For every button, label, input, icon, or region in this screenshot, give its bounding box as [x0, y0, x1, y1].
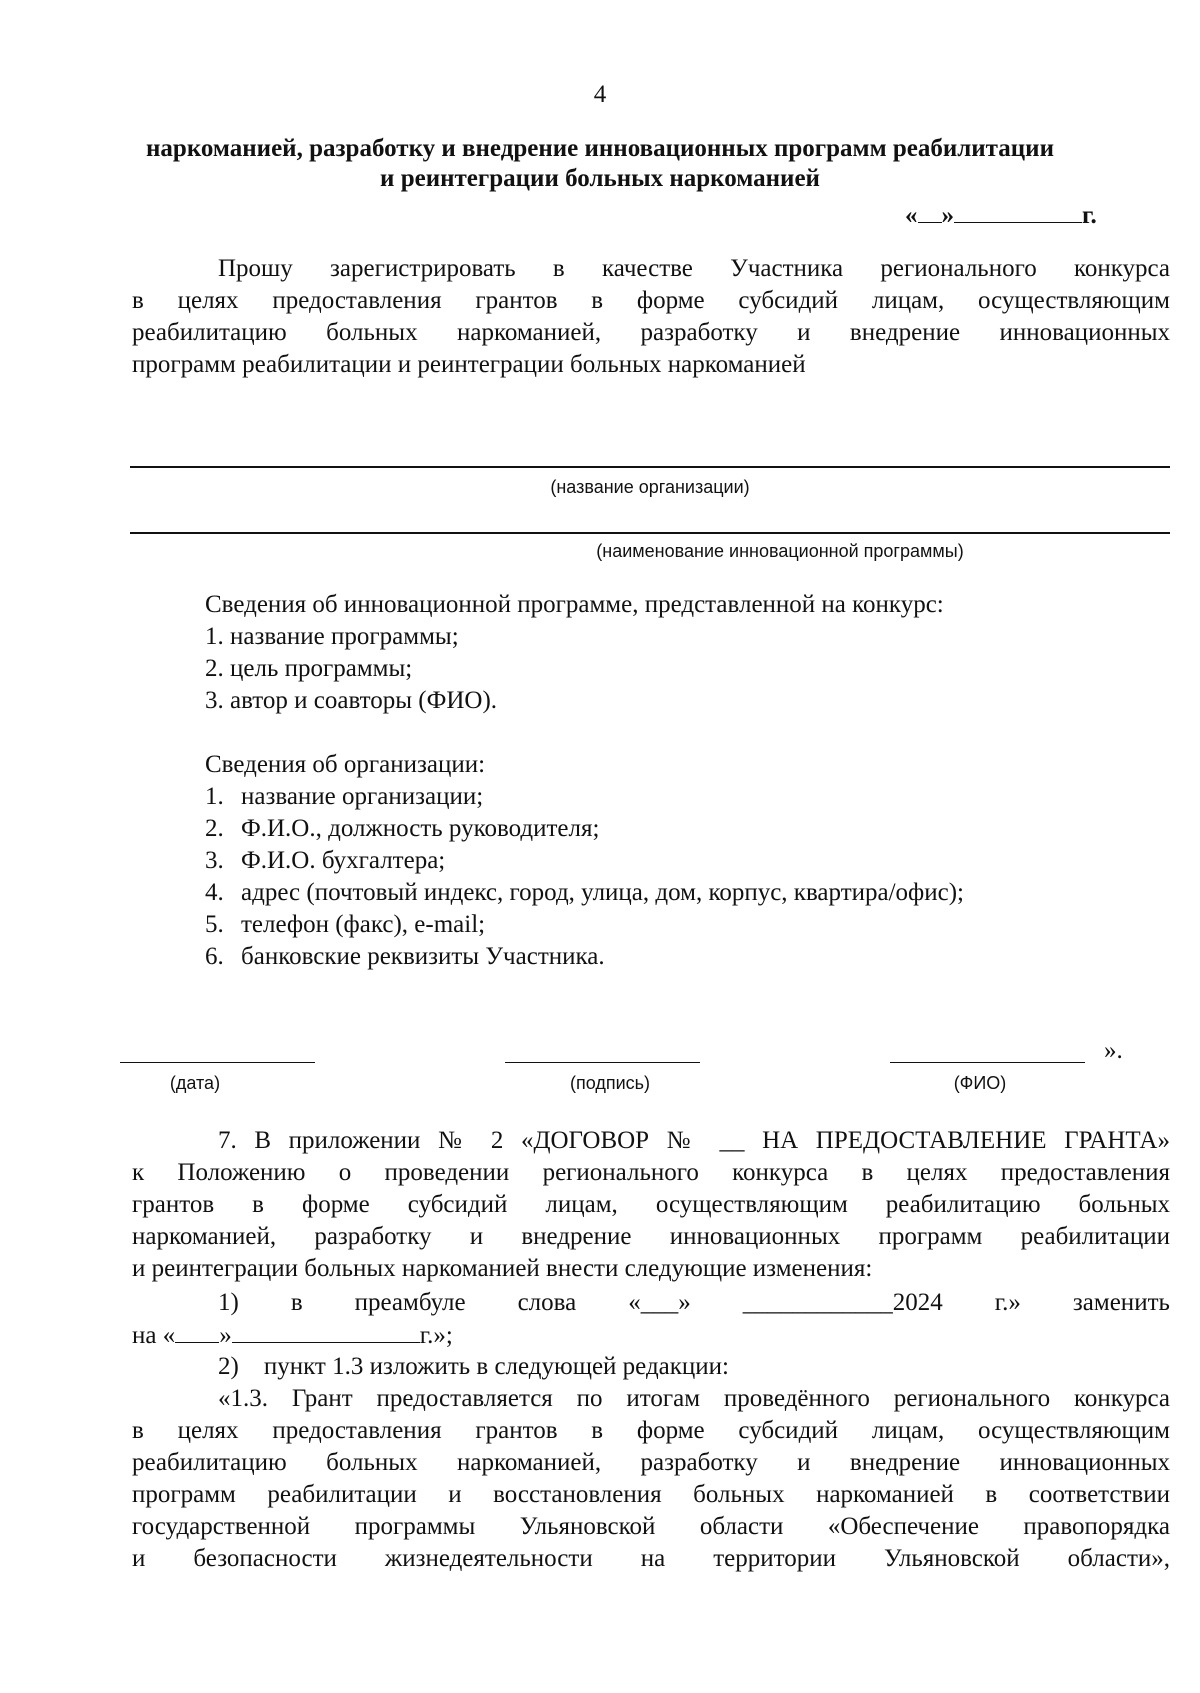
program-name-line [130, 532, 1170, 534]
day-blank [175, 1320, 219, 1343]
item1-word: преамбуле [354, 1289, 466, 1316]
org-item-number: 1. [205, 783, 224, 810]
item1-cont-mid: » [219, 1322, 232, 1349]
request-line-2: в целях предоставления грантов в форме субсидий лицам, осуществляющим [132, 287, 1170, 314]
item1-cont-suffix: г.»; [419, 1322, 453, 1349]
org-item-number: 6. [205, 943, 224, 970]
section7-line-1: 7. В приложении № 2 «ДОГОВОР № __ НА ПРЕДОСТАВЛЕНИЕ ГРАНТА» [218, 1127, 1170, 1154]
fio-signature-line [890, 1062, 1085, 1063]
date-close-quote: » [941, 202, 954, 229]
section7-item-1 [218, 1288, 1170, 1318]
signature-line [505, 1062, 700, 1063]
item1-cont-prefix: на « [132, 1322, 176, 1349]
signature-end-quote: ». [1104, 1037, 1123, 1064]
heading-date-field [905, 200, 1097, 231]
date-open-quote: « [905, 202, 918, 229]
section7-line-5: и реинтеграции больных наркоманией внести следующие изменения: [132, 1255, 873, 1282]
month-blank [232, 1320, 420, 1343]
org-name-caption: (название организации) [550, 477, 750, 497]
item1-word: заменить [1072, 1289, 1170, 1316]
section7-item-1-continuation [132, 1320, 453, 1351]
item1-word: 1) [218, 1289, 239, 1316]
item1-word: слова [517, 1289, 577, 1316]
org-info-item [205, 846, 445, 876]
org-info-item [205, 942, 605, 972]
org-item-text: адрес (почтовый индекс, город, улица, дом, корпус, квартира/офис); [241, 879, 964, 906]
p13-line-3: реабилитацию больных наркоманией, разработку и внедрение инновационных [132, 1449, 1170, 1476]
p13-line-6: и безопасности жизнедеятельности на территории Ульяновской области», [132, 1545, 1170, 1572]
org-item-number: 4. [205, 879, 224, 906]
org-item-number: 5. [205, 911, 224, 938]
request-line-4: программ реабилитации и реинтеграции больных наркоманией [132, 351, 806, 378]
item1-word: «___» [628, 1289, 691, 1316]
org-info-item [205, 878, 964, 908]
p13-line-5: государственной программы Ульяновской области «Обеспечение правопорядка [132, 1513, 1170, 1540]
heading-line-1: наркоманией, разработку и внедрение инновационных программ реабилитации [146, 135, 1054, 162]
heading-line-2: и реинтеграции больных наркоманией [380, 165, 820, 192]
org-info-title: Сведения об организации: [205, 751, 486, 778]
program-name-caption: (наименование инновационной программы) [596, 541, 964, 561]
request-line-1: Прошу зарегистрировать в качестве Участника регионального конкурса [218, 255, 1170, 282]
org-item-number: 3. [205, 847, 224, 874]
date-signature-line [120, 1062, 315, 1063]
org-item-text: телефон (факс), e-mail; [241, 911, 486, 938]
item1-word: г.» [994, 1289, 1021, 1316]
signature-caption: (подпись) [569, 1073, 651, 1093]
program-info-title: Сведения об инновационной программе, представленной на конкурс: [205, 591, 944, 618]
p13-line-4: программ реабилитации и восстановления больных наркоманией в соответствии [132, 1481, 1170, 1508]
section7-item-2: 2) пункт 1.3 изложить в следующей редакции: [218, 1353, 729, 1380]
request-line-3: реабилитацию больных наркоманией, разработку и внедрение инновационных [132, 319, 1170, 346]
org-item-text: название организации; [241, 783, 484, 810]
p13-line-2: в целях предоставления грантов в форме субсидий лицам, осуществляющим [132, 1417, 1170, 1444]
date-year: г. [1082, 202, 1097, 229]
org-item-number: 2. [205, 815, 224, 842]
page-number: 4 [593, 81, 607, 108]
program-info-item-3: 3. автор и соавторы (ФИО). [205, 687, 498, 714]
p13-line-1: «1.3. Грант предоставляется по итогам проведённого регионального конкурса [218, 1385, 1170, 1412]
item1-word: в [290, 1289, 303, 1316]
program-info-item-1: 1. название программы; [205, 623, 459, 650]
org-item-text: Ф.И.О., должность руководителя; [241, 815, 600, 842]
section7-line-3: грантов в форме субсидий лицам, осуществляющим реабилитацию больных [132, 1191, 1170, 1218]
org-item-text: Ф.И.О. бухгалтера; [241, 847, 446, 874]
org-item-text: банковские реквизиты Участника. [241, 943, 605, 970]
day-blank [918, 200, 942, 223]
section7-line-2: к Положению о проведении регионального конкурса в целях предоставления [132, 1159, 1170, 1186]
month-blank [954, 200, 1082, 223]
org-info-item [205, 814, 599, 844]
org-info-item [205, 782, 483, 812]
program-info-item-2: 2. цель программы; [205, 655, 413, 682]
item1-word: ____________2024 [742, 1289, 943, 1316]
fio-caption: (ФИО) [953, 1073, 1007, 1093]
org-name-line [130, 466, 1170, 468]
section7-line-4: наркоманией, разработку и внедрение инновационных программ реабилитации [132, 1223, 1170, 1250]
date-caption: (дата) [169, 1073, 221, 1093]
org-info-item [205, 910, 485, 940]
